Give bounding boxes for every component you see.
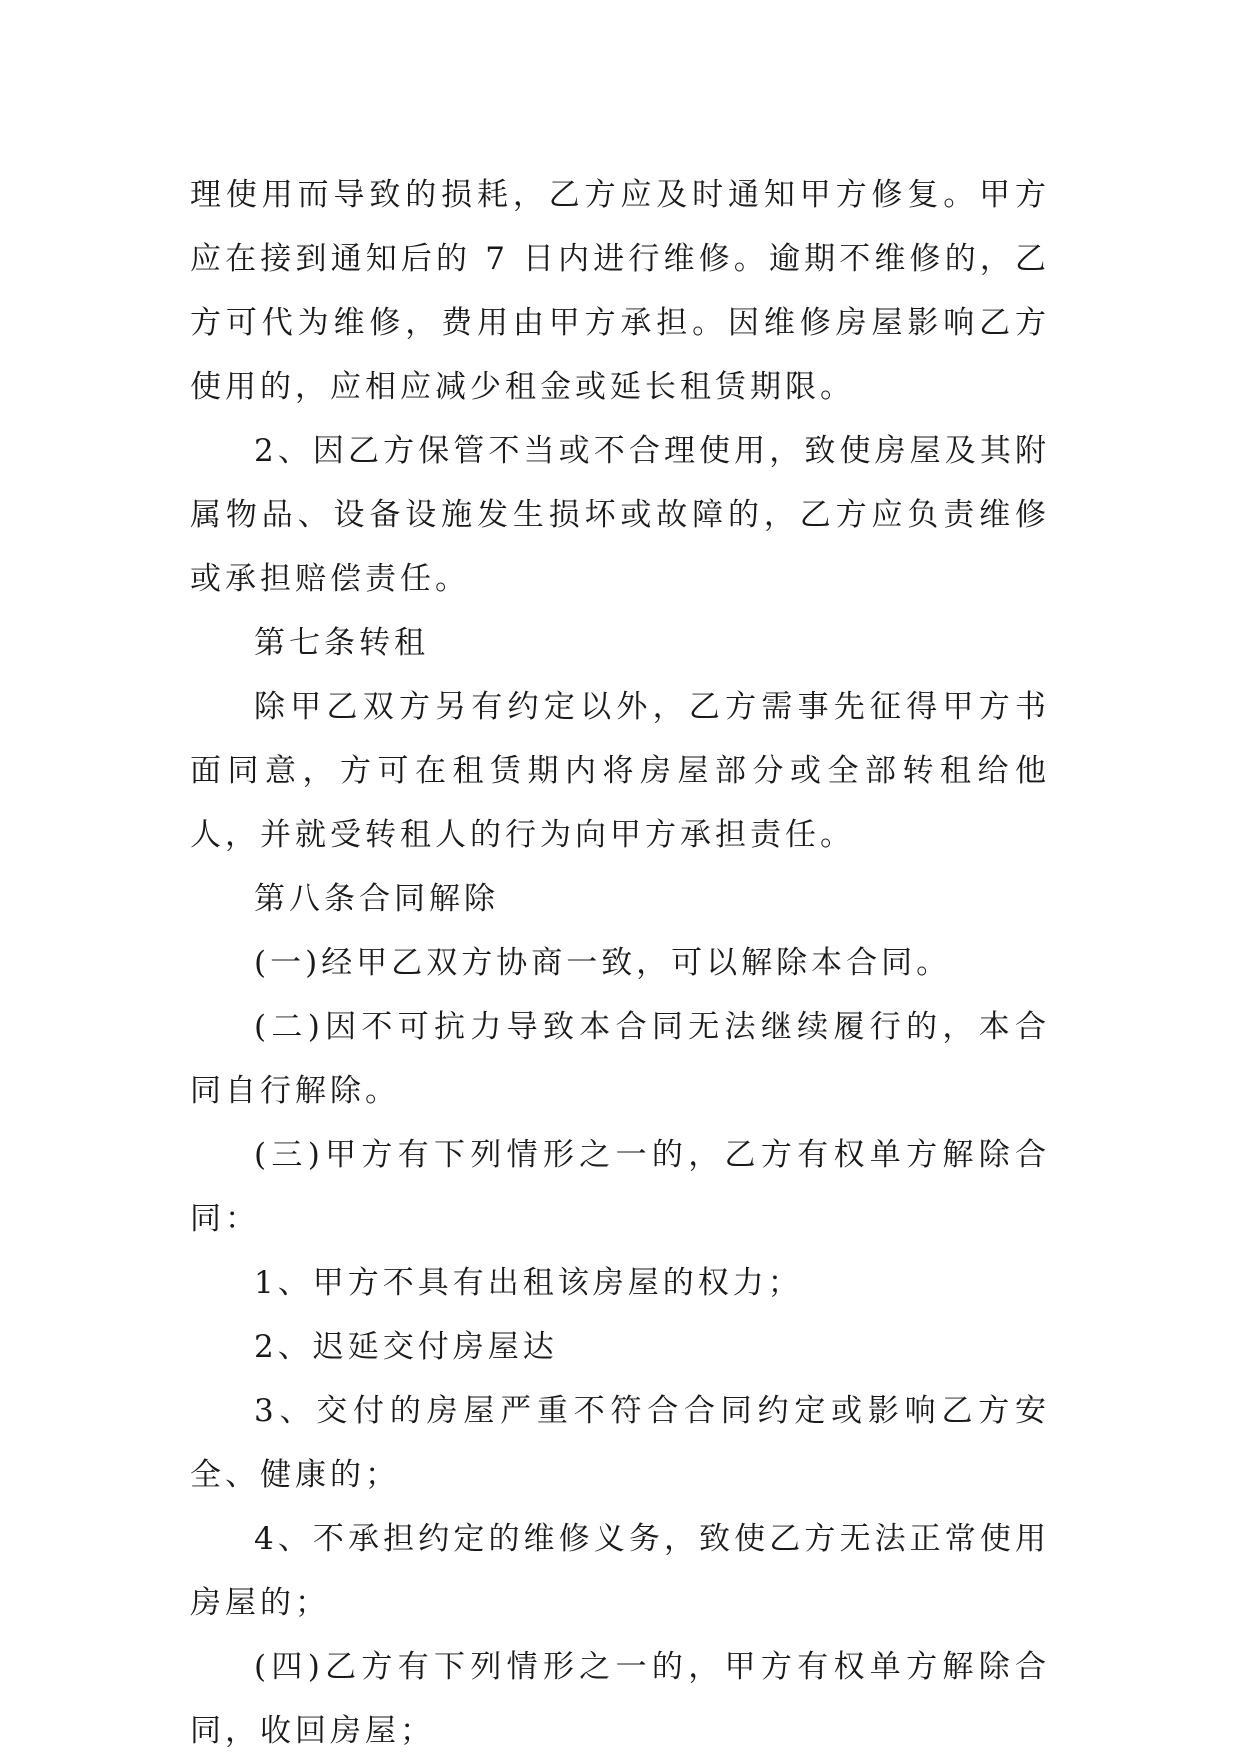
list-item-1: 1、甲方不具有出租该房屋的权力；	[254, 1265, 803, 1301]
paragraph-termination-2: (二)因不可抗力导致本合同无法继续履行的，本合同自行解除。	[190, 1009, 1050, 1109]
paragraph-termination-1: (一)经甲乙双方协商一致，可以解除本合同。	[254, 945, 952, 981]
list-item-4: 4、不承担约定的维修义务，致使乙方无法正常使用房屋的；	[190, 1521, 1050, 1621]
list-item-3: 3、交付的房屋严重不符合合同约定或影响乙方安全、健康的；	[190, 1393, 1050, 1493]
heading-article-8-termination: 第八条合同解除	[254, 881, 499, 917]
paragraph-repair-notice: 理使用而导致的损耗，乙方应及时通知甲方修复。甲方应在接到通知后的 7 日内进行维修。逾期不维修的，乙方可代为维修，费用由甲方承担。因维修房屋影响乙方使用的，应相应减少租金或延长租赁期限。	[190, 177, 1050, 405]
paragraph-clause-2-damage: 2、因乙方保管不当或不合理使用，致使房屋及其附属物品、设备设施发生损坏或故障的，乙方应负责维修或承担赔偿责任。	[190, 433, 1050, 597]
document-body	[190, 163, 1050, 1763]
paragraph-termination-3: (三)甲方有下列情形之一的，乙方有权单方解除合同：	[190, 1137, 1050, 1237]
list-item-2: 2、迟延交付房屋达	[254, 1329, 558, 1365]
paragraph-termination-4: (四)乙方有下列情形之一的，甲方有权单方解除合同，收回房屋；	[190, 1649, 1050, 1749]
paragraph-sublease-terms: 除甲乙双方另有约定以外，乙方需事先征得甲方书面同意，方可在租赁期内将房屋部分或全部转租给他人，并就受转租人的行为向甲方承担责任。	[190, 689, 1050, 853]
heading-article-7-sublease: 第七条转租	[254, 625, 429, 661]
